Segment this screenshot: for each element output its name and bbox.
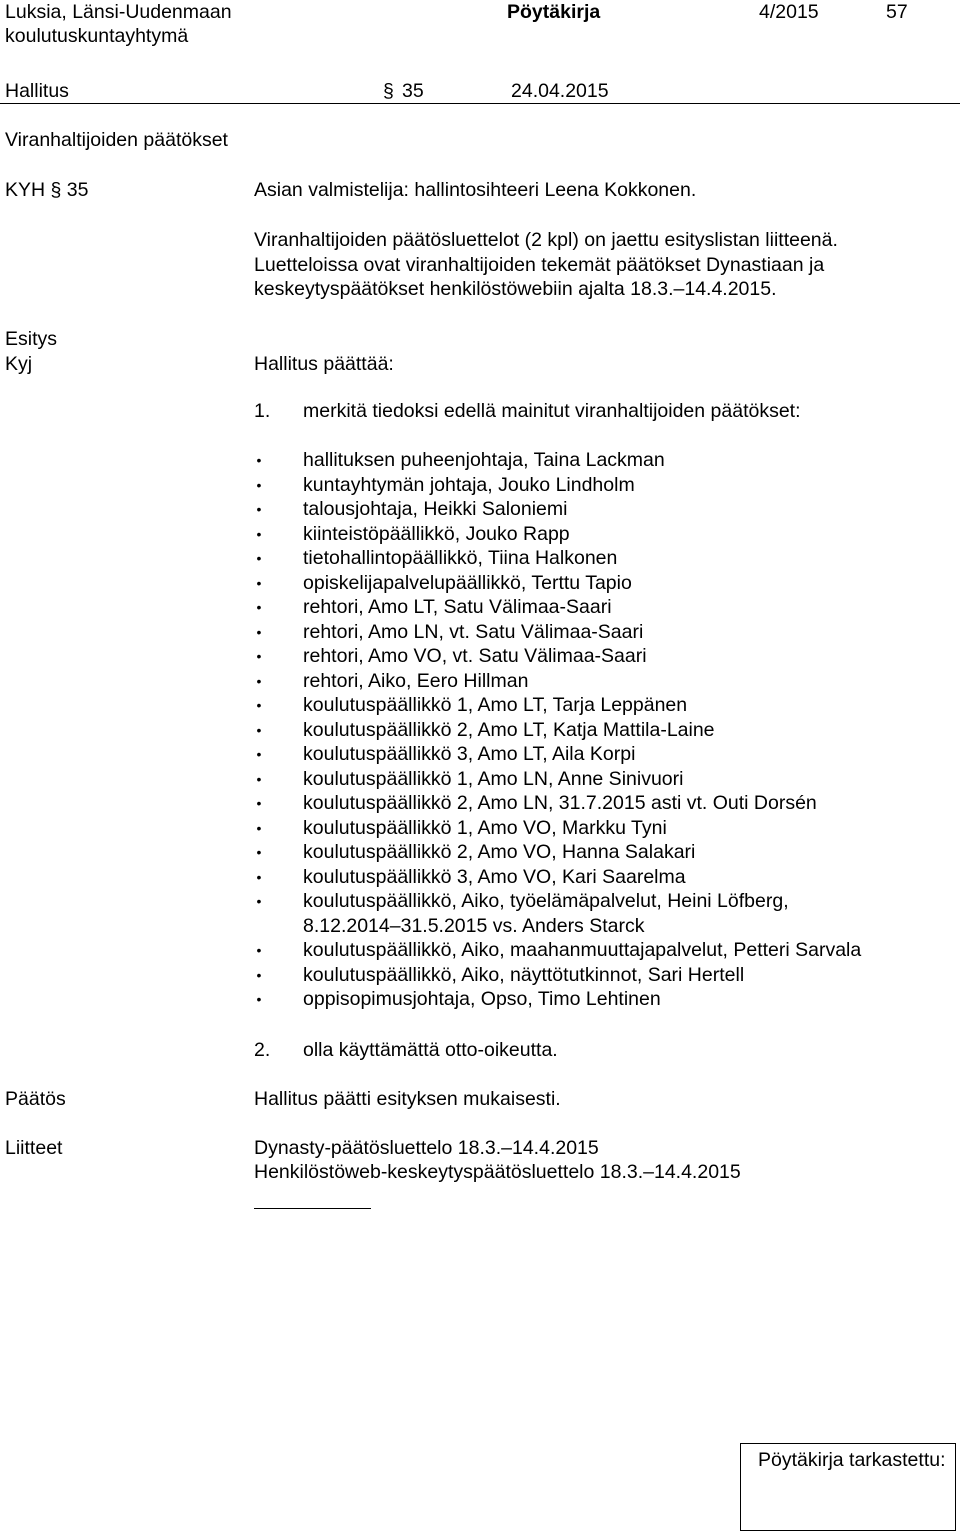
meeting-date: 24.04.2015 xyxy=(511,80,609,102)
case-paragraph-line: keskeytyspäätökset henkilöstöwebiin ajalta 18.3.–14.4.2015. xyxy=(254,278,777,300)
list-item-text: rehtori, Aiko, Eero Hillman xyxy=(303,669,529,692)
section-number: 35 xyxy=(402,80,424,102)
list-item-text: rehtori, Amo LT, Satu Välimaa-Saari xyxy=(303,596,612,618)
bullet-icon: • xyxy=(256,452,262,468)
list-item-text: koulutuspäällikkö 3, Amo LT, Aila Korpi xyxy=(303,743,636,765)
list-item-text: kiinteistöpäällikkö, Jouko Rapp xyxy=(303,522,570,545)
list-item-continuation: 8.12.2014–31.5.2015 vs. Anders Starck xyxy=(303,914,645,937)
section-mark: § xyxy=(383,80,394,102)
attachment-item: Dynasty-päätösluettelo 18.3.–14.4.2015 xyxy=(254,1137,599,1159)
list-item-text: tietohallintopäällikkö, Tiina Halkonen xyxy=(303,547,618,569)
list-item-text: koulutuspäällikkö 2, Amo LN, 31.7.2015 asti vt. Outi Dorsén xyxy=(303,792,817,814)
decision-text: Hallitus päätti esityksen mukaisesti. xyxy=(254,1088,561,1110)
list-item-text: kuntayhtymän johtaja, Jouko Lindholm xyxy=(303,473,635,496)
case-id: KYH § 35 xyxy=(5,179,89,201)
list-item-text: koulutuspäällikkö 1, Amo LN, Anne Sinivuori xyxy=(303,767,684,790)
bullet-icon: • xyxy=(256,991,262,1007)
bullet-icon: • xyxy=(256,623,262,640)
list-item-text: rehtori, Amo VO, vt. Satu Välimaa-Saari xyxy=(303,645,647,667)
attachments-label: Liitteet xyxy=(5,1137,63,1159)
list-item-text: hallituksen puheenjohtaja, Taina Lackman xyxy=(303,449,665,471)
list-item-text: oppisopimusjohtaja, Opso, Timo Lehtinen xyxy=(303,988,661,1010)
bullet-icon: • xyxy=(256,819,262,836)
list-item-text: koulutuspäällikkö, Aiko, näyttötutkinnot, Sari Hertell xyxy=(303,963,745,986)
list-item-text: koulutuspäällikkö 3, Amo VO, Kari Saarelma xyxy=(303,865,686,888)
list-item-text: koulutuspäällikkö 1, Amo VO, Markku Tyni xyxy=(303,816,667,839)
page-title: Viranhaltijoiden päätökset xyxy=(5,129,228,151)
list-item-text: koulutuspäällikkö, Aiko, työelämäpalvelut, Heini Löfberg, xyxy=(303,890,789,912)
case-preparer: Asian valmistelija: hallintosihteeri Leena Kokkonen. xyxy=(254,179,697,201)
page-number: 57 xyxy=(886,1,908,23)
end-rule xyxy=(254,1208,371,1209)
item1-number: 1. xyxy=(254,400,271,422)
bullet-icon: • xyxy=(256,844,262,860)
bullet-icon: • xyxy=(256,476,262,493)
item2-text: olla käyttämättä otto-oikeutta. xyxy=(303,1039,558,1061)
case-paragraph-line: Viranhaltijoiden päätösluettelot (2 kpl) on jaettu esityslistan liitteenä. xyxy=(254,229,838,251)
bullet-icon: • xyxy=(256,770,262,787)
bullet-icon: • xyxy=(256,648,262,664)
review-box xyxy=(740,1443,956,1531)
list-item-text: koulutuspäällikkö, Aiko, maahanmuuttajapalvelut, Petteri Sarvala xyxy=(303,939,862,961)
doc-number: 4/2015 xyxy=(759,1,819,23)
item2-number: 2. xyxy=(254,1039,271,1061)
attachment-item: Henkilöstöweb-keskeytyspäätösluettelo 18.3.–14.4.2015 xyxy=(254,1161,741,1183)
bullet-icon: • xyxy=(256,550,262,566)
list-item-text: opiskelijapalvelupäällikkö, Terttu Tapio xyxy=(303,571,632,594)
list-item-text: koulutuspäällikkö 1, Amo LT, Tarja Leppänen xyxy=(303,694,688,716)
header-rule xyxy=(0,103,960,104)
item1-text: merkitä tiedoksi edellä mainitut viranhaltijoiden päätökset: xyxy=(303,400,801,422)
org-name-line1: Luksia, Länsi-Uudenmaan xyxy=(5,1,232,23)
list-item-text: rehtori, Amo LN, vt. Satu Välimaa-Saari xyxy=(303,620,644,643)
bullet-icon: • xyxy=(256,868,262,885)
org-name-line2: koulutuskuntayhtymä xyxy=(5,25,189,47)
bullet-icon: • xyxy=(256,501,262,517)
bullet-icon: • xyxy=(256,893,262,909)
list-item-text: koulutuspäällikkö 2, Amo LT, Katja Mattila-Laine xyxy=(303,718,715,741)
decision-label: Päätös xyxy=(5,1088,66,1110)
bullet-icon: • xyxy=(256,525,262,542)
meeting-body: Hallitus xyxy=(5,80,69,102)
proposal-proposer: Kyj xyxy=(5,353,33,375)
list-item-text: talousjohtaja, Heikki Saloniemi xyxy=(303,498,568,520)
bullet-icon: • xyxy=(256,599,262,615)
bullet-icon: • xyxy=(256,795,262,811)
bullet-icon: • xyxy=(256,672,262,689)
bullet-icon: • xyxy=(256,746,262,762)
decision-heading: Hallitus päättää: xyxy=(254,353,394,375)
review-box-label: Pöytäkirja tarkastettu: xyxy=(758,1449,946,1471)
doc-type: Pöytäkirja xyxy=(507,1,601,23)
case-paragraph-line: Luetteloissa ovat viranhaltijoiden tekemät päätökset Dynastiaan ja xyxy=(254,253,825,276)
bullet-icon: • xyxy=(256,574,262,591)
case-paragraph xyxy=(254,228,838,302)
proposal-label: Esitys xyxy=(5,328,58,350)
bullet-icon: • xyxy=(256,966,262,983)
bullet-icon: • xyxy=(256,697,262,713)
bullet-icon: • xyxy=(256,721,262,738)
bullet-icon: • xyxy=(256,942,262,958)
list-item-text: koulutuspäällikkö 2, Amo VO, Hanna Salakari xyxy=(303,841,696,863)
